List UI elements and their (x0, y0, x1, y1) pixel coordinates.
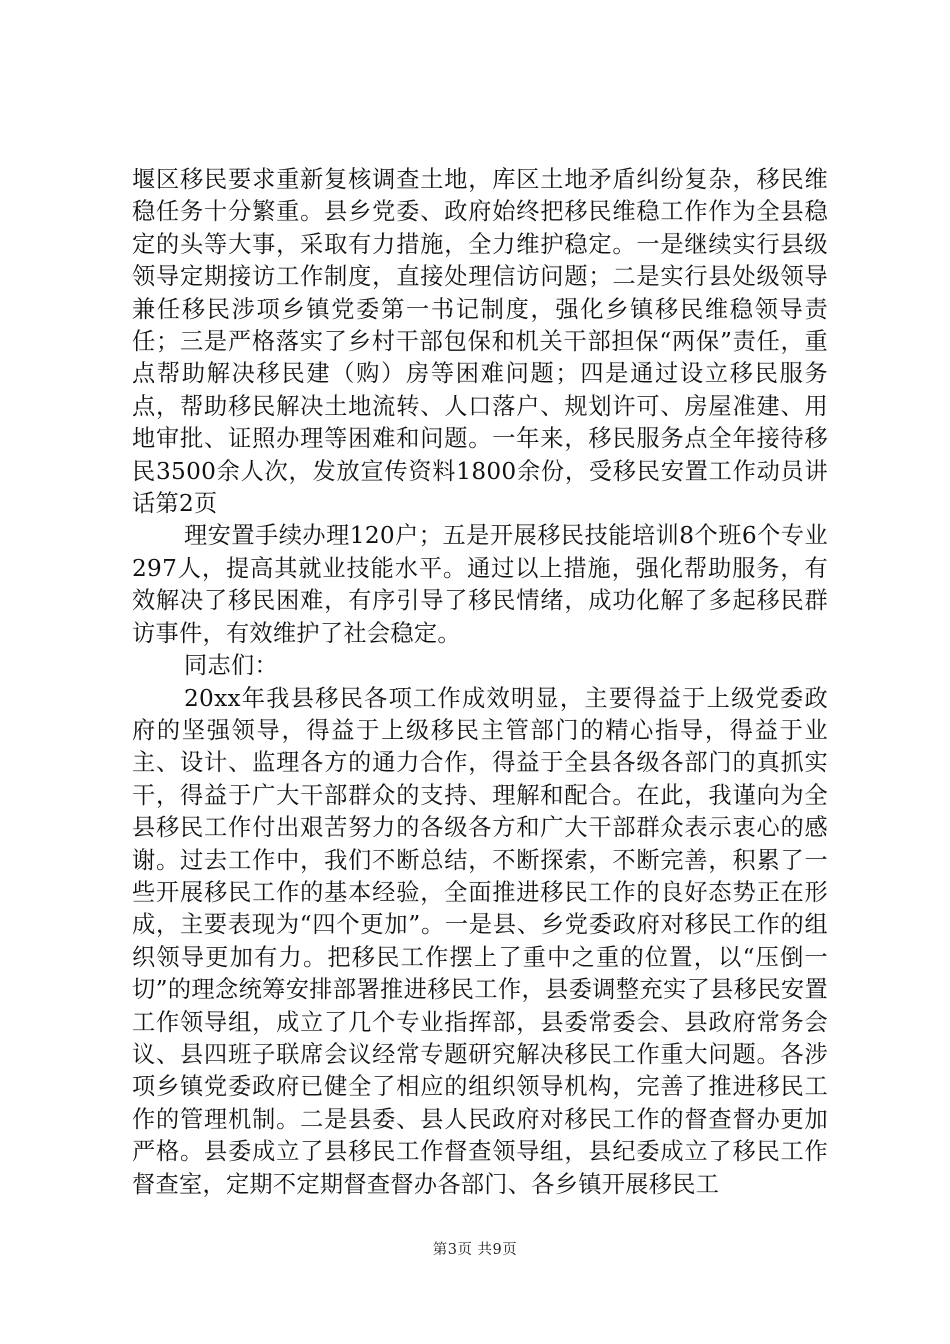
page-number-footer: 第3页 共9页 (432, 1242, 518, 1258)
paragraph-achievements: 20xx年我县移民各项工作成效明显，主要得益于上级党委政府的坚强领导，得益于上级移民主管部门的精心指导，得益于业主、设计、监理各方的通力合作，得益于全县各级各部门的真抓实干，得益于广大干部群众的支持、理解和配合。在此，我谨向为全县移民工作付出艰苦努力的各级各方和广大干部群众表示衷心的感谢。过去工作中，我们不断总结，不断探索，不断完善，积累了一些开展移民工作的基本经验，全面推进移民工作的良好态势正在形成，主要表现为“四个更加”。一是县、乡党委政府对移民工作的组织领导更加有力。把移民工作摆上了重中之重的位置，以“压倒一切”的理念统筹安排部署推进移民工作，县委调整充实了县移民安置工作领导组，成立了几个专业指挥部，县委常委会、县政府常务会议、县四班子联席会议经常专题研究解决移民工作重大问题。各涉项乡镇党委政府已健全了相应的组织领导机构，完善了推进移民工作的管理机制。二是县委、县人民政府对移民工作的督查督办更加严格。县委成立了县移民工作督查领导组，县纪委成立了移民工作督查室，定期不定期督查督办各部门、各乡镇开展移民工 (132, 684, 828, 1198)
paragraph-resettlement-procedures: 理安置手续办理120户；五是开展移民技能培训8个班6个专业297人，提高其就业技能水平。通过以上措施，强化帮助服务，有效解决了移民困难，有序引导了移民情绪，成功化解了多起移民群访事件，有效维护了社会稳定。 (132, 522, 828, 647)
paragraph-continuation: 堰区移民要求重新复核调查土地，库区土地矛盾纠纷复杂，移民维稳任务十分繁重。县乡党委、政府始终把移民维稳工作作为全县稳定的头等大事，采取有力措施，全力维护稳定。一是继续实行县级领导定期接访工作制度，直接处理信访问题；二是实行县处级领导兼任移民涉项乡镇党委第一书记制度，强化乡镇移民维稳领导责任；三是严格落实了乡村干部包保和机关干部担保“两保”责任，重点帮助解决移民建（购）房等困难问题；四是通过设立移民服务点，帮助移民解决土地流转、人口落户、规划许可、房屋准建、用地审批、证照办理等困难和问题。一年来，移民服务点全年接待移民3500余人次，发放宣传资料1800余份，受移民安置工作动员讲话第2页 (132, 166, 828, 518)
document-body (132, 164, 828, 1201)
paragraph-salutation: 同志们： (184, 652, 278, 680)
